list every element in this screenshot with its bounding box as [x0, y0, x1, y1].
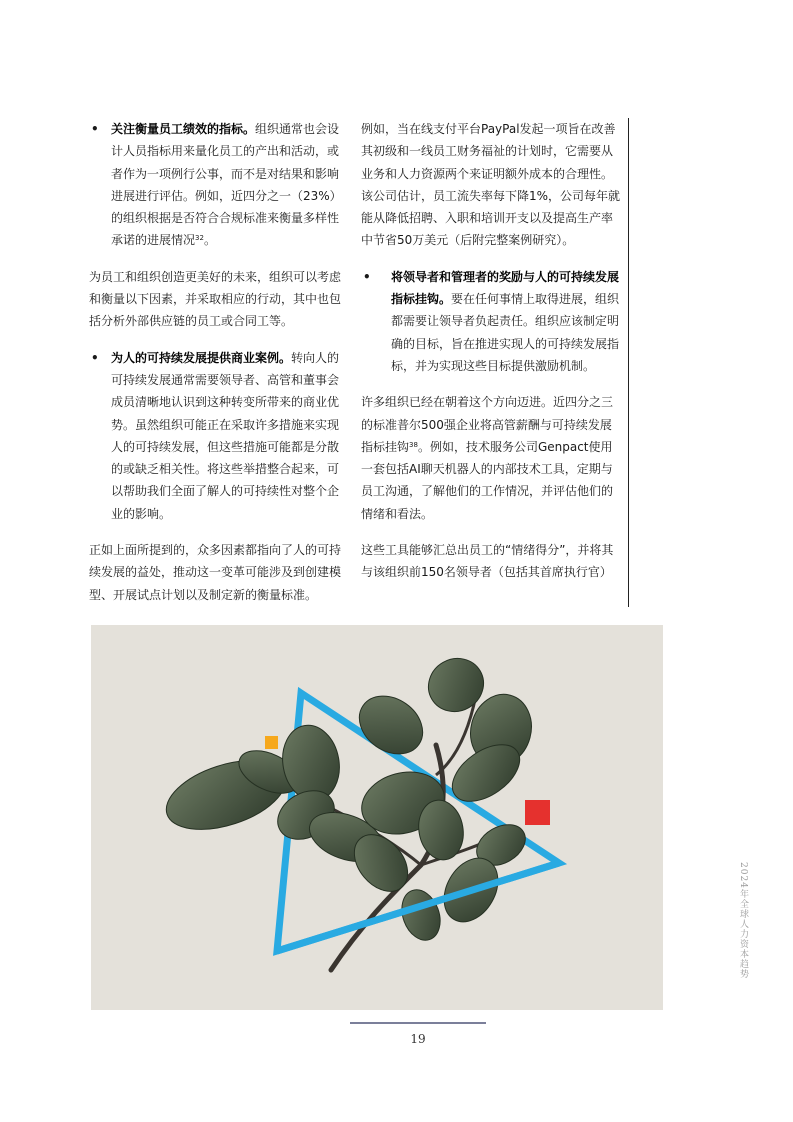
bullet-text: 转向人的可持续发展通常需要领导者、高管和董事会成员清晰地认识到这种转变所带来的商业优势。虽然组织可能正在采取许多措施来实现人的可持续发展，但这些措施可能都是分散的或缺乏相关性。将这些举措整合起来，可以帮助我们全面了解人的可持续性对整个企业的影响。 [111, 350, 340, 521]
bullet-business-case [89, 347, 347, 525]
bullet-rewards [361, 266, 621, 377]
right-column [361, 118, 621, 584]
bullet-dot: • [91, 122, 99, 136]
bullet-heading: 将领导者和管理者的奖励与人的可持续发展指标挂钩。 [391, 269, 620, 307]
paragraph: 为员工和组织创造更美好的未来，组织可以考虑和衡量以下因素，并采取相应的行动，其中也包括分析外部供应链的员工或合同工等。 [89, 269, 342, 329]
bullet-heading: 为人的可持续发展提供商业案例。 [111, 350, 292, 365]
bullet-dot: • [363, 269, 371, 284]
paragraph [361, 391, 621, 525]
leaf-illustration-svg [91, 625, 663, 1010]
paragraph-text: 。例如，技术服务公司Genpact使用一套包括AI聊天机器人的内部技术工具，定期与员工沟通，了解他们的工作情况，并评估他们的情绪和看法。 [361, 439, 614, 521]
bullet-metrics [89, 118, 347, 252]
bullet-heading: 关注衡量员工绩效的指标。 [111, 122, 256, 136]
paragraph: 这些工具能够汇总出员工的“情绪得分”，并将其与该组织前150名领导者（包括其首席执行官） [361, 543, 614, 580]
paragraph: 例如，当在线支付平台PayPal发起一项旨在改善其初级和一线员工财务福祉的计划时，它需要从业务和人力资源两个来证明额外成本的合理性。该公司估计，员工流失率每下降1%，公司每年就能从降低招聘、入职和培训开支以及提高生产率中节省50万美元（后附完整案例研究）。 [361, 122, 621, 248]
footnote-ref: 38 [409, 440, 418, 449]
sidebar-report-title: 2024年全球人力资本趋势 [738, 862, 748, 979]
page-number: 19 [410, 1032, 426, 1046]
bullet-dot: • [91, 350, 99, 365]
orange-square [265, 736, 278, 749]
bullet-text: 组织通常也会设计人员指标用来量化员工的产出和活动，或者作为一项例行公事，而不是对结果和影响进展进行评估。例如，近四分之一（23%）的组织根据是否符合合规标准来衡量多样性承诺的进展情况 [111, 122, 342, 248]
left-column [89, 118, 347, 606]
red-square [525, 800, 550, 825]
leaf-illustration [91, 625, 663, 1010]
footnote-ref: 32 [195, 234, 204, 243]
footer-rule [350, 1022, 486, 1024]
column-divider [628, 118, 629, 607]
leaves [158, 648, 540, 945]
bullet-text: 要在任何事情上取得进展，组织都需要让领导者负起责任。组织应该制定明确的目标，旨在推进实现人的可持续发展指标，并为实现这些目标提供激励机制。 [391, 292, 620, 373]
paragraph-text: 许多组织已经在朝着这个方向迈进。近四分之三的标准普尔500强企业将高管薪酬与可持续发展指标挂钩 [361, 395, 614, 454]
bullet-text-tail: 。 [203, 233, 216, 248]
paragraph: 正如上面所提到的，众多因素都指向了人的可持续发展的益处，推动这一变革可能涉及到创建模型、开展试点计划以及制定新的衡量标准。 [89, 543, 342, 602]
